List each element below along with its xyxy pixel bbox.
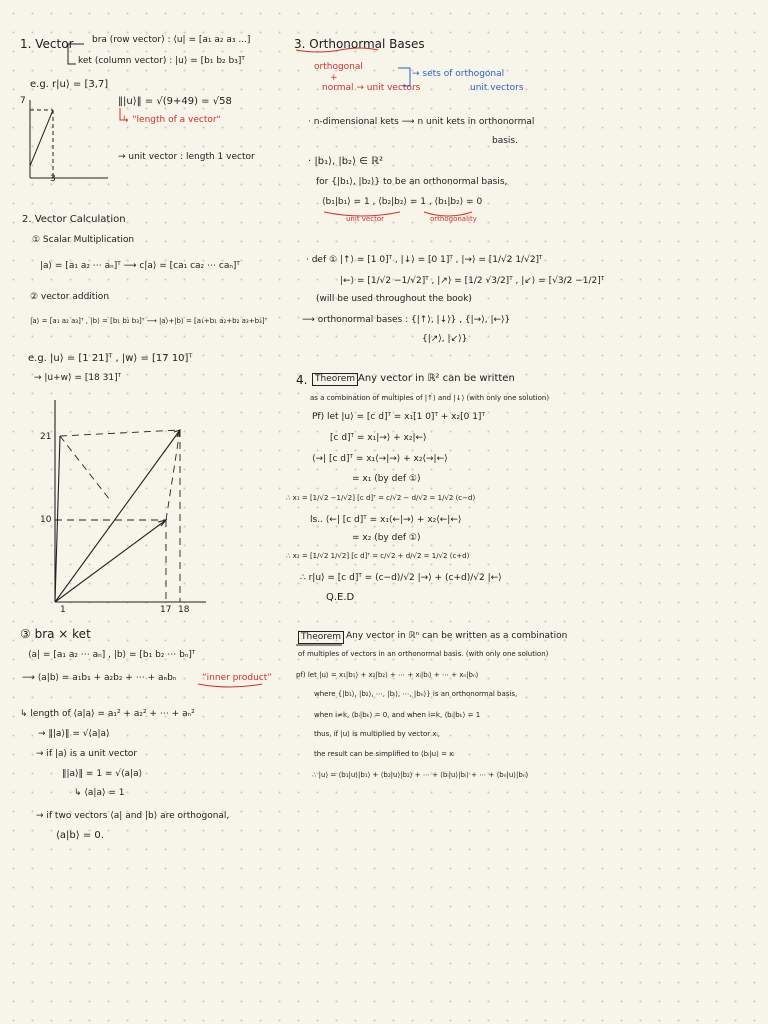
theorem-label: Theorem (312, 373, 358, 386)
theorem-2-statement-2: of multiples of vectors in an orthonormal basis. (with only one solution) (298, 650, 549, 658)
section-title-vector: 1. Vector (20, 37, 74, 51)
sets-of-orthogonal: → sets of orthogonal (412, 69, 505, 79)
proof-2-line-3: when i≠k, ⟨bᵢ|bₖ⟩ = 0, and when i=k, ⟨bᵢ|bₖ⟩ = 1 (314, 711, 481, 719)
qed: Q.E.D (326, 592, 355, 603)
graph-y-tick-21: 21 (40, 432, 52, 442)
calculation-example: e.g. |u⟩ = [1 21]ᵀ , |w⟩ = [17 10]ᵀ (28, 353, 193, 364)
unit-vector-label: unit vector (346, 215, 384, 223)
orthonormal-bases-list2: {|↗⟩, |↙⟩} (422, 334, 468, 344)
orthonormal-bases-list: ⟶ orthonormal bases : {|↑⟩, |↓⟩} , {|→⟩, |←⟩} (302, 315, 511, 325)
proof-line-4: = x₁ (by def ①) (352, 474, 421, 484)
bra-definition: bra (row vector) : ⟨u| = [a₁ a₂ a₃ ...] (92, 35, 251, 45)
unit-vectors-label: unit vectors (470, 83, 524, 93)
theorem-statement-2: as a combination of multiples of |↑⟩ and |↓⟩ (with only one solution) (310, 394, 550, 402)
graph-x-tick-17: 17 (160, 605, 172, 615)
vector-example: e.g. r|u⟩ = [3,7] (30, 79, 109, 90)
section-title-orthonormal-bases: 3. Orthonormal Bases (294, 37, 425, 51)
proof-line-7: = x₂ (by def ①) (352, 533, 421, 543)
definition-one-line1: · def ① |↑⟩ = [1 0]ᵀ , |↓⟩ = [0 1]ᵀ , |→⟩ = [1/√2 1/√2]ᵀ (306, 255, 543, 265)
graph-y-tick-10: 10 (40, 515, 52, 525)
parallelogram-right (166, 430, 180, 520)
length-of-bra-ket: ↳ length of ⟨a|a⟩ = a₁² + a₂² + ⋯ + aₙ² (20, 709, 195, 719)
orthogonal-result: ⟨a|b⟩ = 0. (56, 830, 104, 841)
scalar-multiplication-title: ① Scalar Multiplication (32, 235, 135, 245)
basis-word: basis. (492, 136, 518, 146)
vector-sum-arrow (55, 430, 180, 602)
graph-x-tick-18: 18 (178, 605, 190, 615)
proof-line-1: Pf) let |u⟩ = [c d]ᵀ = x₁[1 0]ᵀ + x₂[0 1]ᵀ (312, 412, 485, 422)
used-throughout-note: (will be used throughout the book) (316, 294, 472, 304)
unit-vector-condition: → if |a⟩ is a unit vector (36, 749, 138, 759)
definition-one-line2: |←⟩ = [1/√2 −1/√2]ᵀ , |↗⟩ = [1/2 √3/2]ᵀ , |↙⟩ = [√3/2 −1/2]ᵀ (340, 276, 605, 286)
proof-line-2: [c d]ᵀ = x₁|→⟩ + x₂|←⟩ (330, 433, 427, 443)
orthogonal-word: orthogonal (314, 62, 363, 72)
basis-in-r2: · |b₁⟩, |b₂⟩ ∈ ℝ² (308, 156, 383, 167)
proof-2-line-2: where {|b₁⟩, |b₂⟩, ⋯, |bᵢ⟩, ⋯, |bₙ⟩} is an orthonormal basis, (314, 690, 518, 698)
theorem-statement: Any vector in ℝ² can be written (358, 373, 515, 384)
orthonormal-condition-intro: for {|b₁⟩, |b₂⟩} to be an orthonormal basis, (316, 177, 508, 187)
proof-2-line-6: ∴ |u⟩ = ⟨b₁|u⟩|b₁⟩ + ⟨b₂|u⟩|b₂⟩ + ⋯ + ⟨bᵢ|u⟩|bᵢ⟩ + ⋯ + ⟨bₙ|u⟩|bₙ⟩ (312, 771, 529, 779)
proof-2-line-1: pf) let |u⟩ = x₁|b₁⟩ + x₂|b₂⟩ + ⋯ + xᵢ|bᵢ⟩ + ⋯ + xₙ|bₙ⟩ (296, 671, 479, 679)
inner-product-equation: ⟶ ⟨a|b⟩ = a₁b₁ + a₂b₂ + ⋯ + aₙbₙ (22, 673, 177, 683)
vector-addition-equation: |a⟩ = [a₁ a₂ a₃]ᵀ , |b⟩ = [b₁ b₂ b₃]ᵀ ⟶ |a⟩+|b⟩ = [a₁+b₁ a₂+b₂ a₃+b₃]ᵀ (30, 317, 268, 325)
diagonal-dash (60, 436, 110, 500)
n-dimensional-kets: · n-dimensional kets ⟶ n unit kets in orthonormal (308, 117, 535, 127)
small-graph-y-tick: 7 (20, 96, 26, 106)
ket-definition: ket (column vector) : |u⟩ = [b₁ b₂ b₃]ᵀ (78, 56, 245, 66)
theorem-2-statement: Any vector in ℝⁿ can be written as a combination (346, 631, 568, 641)
orthogonal-condition: → if two vectors ⟨a| and |b⟩ are orthogonal, (36, 811, 230, 821)
proof-line-9: ∴ r|u⟩ = [c d]ᵀ = (c−d)/√2 |→⟩ + (c+d)/√2 |←⟩ (300, 573, 502, 583)
vector-w-arrow (55, 520, 166, 602)
proof-2-line-5: the result can be simplified to ⟨bᵢ|u⟩ = xᵢ (314, 750, 455, 758)
inner-product-label: “inner product” (202, 673, 272, 683)
small-graph-x-tick: 3 (50, 174, 56, 184)
bra-ket-definition: ⟨a| = [a₁ a₂ ⋯ aₙ] , |b⟩ = [b₁ b₂ ⋯ bₙ]ᵀ (28, 650, 196, 660)
proof-line-6: ls.. ⟨←| [c d]ᵀ = x₁⟨←|→⟩ + x₂⟨←|←⟩ (310, 515, 462, 525)
parallelogram-top (60, 430, 180, 436)
proof-2-line-4: thus, if |u⟩ is multiplied by vector xᵢ, (314, 730, 440, 738)
norm-note: ↳ "length of a vector" (122, 115, 221, 125)
orthonormal-conditions: ⟨b₁|b₁⟩ = 1 , ⟨b₂|b₂⟩ = 1 , ⟨b₁|b₂⟩ = 0 (322, 197, 483, 207)
proof-line-8: ∴ x₂ = [1/√2 1/√2] [c d]ᵀ = c/√2 + d/√2 = 1/√2 (c+d) (286, 552, 470, 560)
plus-sign: + (330, 73, 338, 83)
unit-vector-norm: ‖|a⟩‖ = 1 = √⟨a|a⟩ (62, 769, 143, 779)
proof-line-3: ⟨→| [c d]ᵀ = x₁⟨→|→⟩ + x₂⟨→|←⟩ (312, 454, 448, 464)
normal-word: normal → unit vectors (322, 83, 421, 93)
calculation-example-sum: → |u+w⟩ = [18 31]ᵀ (34, 373, 122, 383)
unit-vector-result: ↳ ⟨a|a⟩ = 1 (74, 788, 125, 798)
vector-u-arrow (55, 436, 60, 602)
section-title-vector-calculation: 2. Vector Calculation (22, 214, 126, 225)
section-number-4: 4. (296, 373, 308, 387)
vector-addition-title: ② vector addition (30, 292, 110, 302)
scalar-multiplication-equation: |a⟩ = [a₁ a₂ ⋯ aₙ]ᵀ ⟶ c|a⟩ = [ca₁ ca₂ ⋯ caₙ]ᵀ (40, 261, 240, 271)
theorem-label-2: Theorem (298, 631, 344, 644)
graph-x-tick-1: 1 (60, 605, 66, 615)
norm-of-ket: → ‖|a⟩‖ = √⟨a|a⟩ (38, 729, 110, 739)
vector-norm: ‖|u⟩‖ = √(9+49) = √58 (118, 96, 232, 107)
orthogonality-label: orthogonality (430, 215, 477, 223)
proof-line-5: ∴ x₁ = [1/√2 −1/√2] [c d]ᵀ = c/√2 − d/√2 = 1/√2 (c−d) (286, 494, 476, 502)
unit-vector-note: → unit vector : length 1 vector (118, 152, 255, 162)
section-title-bra-ket: ③ bra × ket (20, 627, 91, 641)
